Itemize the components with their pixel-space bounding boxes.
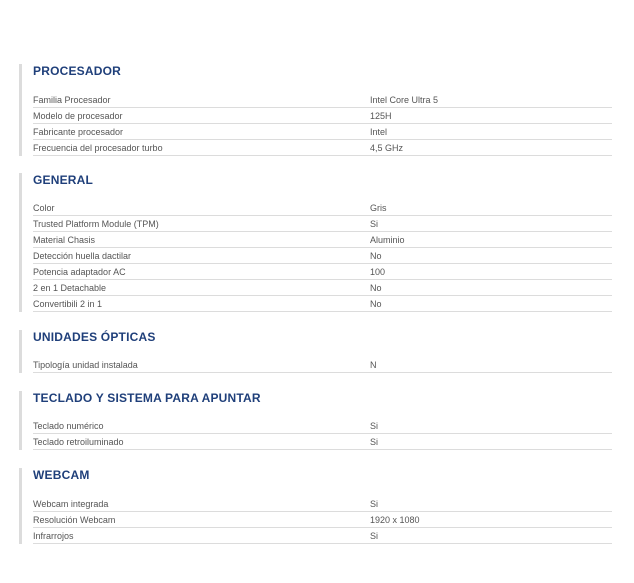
spec-label: Potencia adaptador AC <box>33 267 126 277</box>
spec-label: Modelo de procesador <box>33 111 123 121</box>
spec-row <box>33 357 612 373</box>
spec-row <box>33 512 612 528</box>
spec-value: 100 <box>370 267 386 277</box>
spec-label: Fabricante procesador <box>33 127 124 137</box>
spec-label: Tipología unidad instalada <box>33 360 138 370</box>
spec-label: Infrarrojos <box>33 531 74 541</box>
section-webcam <box>19 468 612 544</box>
spec-row <box>33 264 612 280</box>
spec-value: Gris <box>370 203 387 213</box>
spec-label: Resolución Webcam <box>33 515 116 525</box>
spec-label: Teclado numérico <box>33 421 104 431</box>
spec-value: Si <box>370 421 379 431</box>
spec-value: Si <box>370 499 379 509</box>
section-title: UNIDADES ÓPTICAS <box>33 330 156 344</box>
spec-value: No <box>370 299 382 309</box>
spec-value: No <box>370 251 382 261</box>
spec-row <box>33 92 612 108</box>
spec-value: Si <box>370 531 379 541</box>
spec-label: Webcam integrada <box>33 499 109 509</box>
spec-row <box>33 296 612 312</box>
spec-row <box>33 108 612 124</box>
spec-row <box>33 528 612 544</box>
spec-value: Intel Core Ultra 5 <box>370 95 439 105</box>
spec-label: Convertibili 2 in 1 <box>33 299 103 309</box>
spec-row <box>33 248 612 264</box>
spec-label: Detección huella dactilar <box>33 251 132 261</box>
spec-label: Teclado retroiluminado <box>33 437 124 447</box>
section-title: WEBCAM <box>33 468 90 482</box>
section-title: TECLADO Y SISTEMA PARA APUNTAR <box>33 391 261 405</box>
spec-value: 4,5 GHz <box>370 143 404 153</box>
spec-label: 2 en 1 Detachable <box>33 283 107 293</box>
spec-label: Trusted Platform Module (TPM) <box>33 219 159 229</box>
spec-label: Familia Procesador <box>33 95 111 105</box>
spec-value: No <box>370 283 382 293</box>
spec-value: N <box>370 360 377 370</box>
spec-value: Intel <box>370 127 388 137</box>
spec-value: Si <box>370 219 379 229</box>
spec-value: Si <box>370 437 379 447</box>
spec-value: Aluminio <box>370 235 405 245</box>
section-bar <box>19 173 22 312</box>
section-title: GENERAL <box>33 173 94 187</box>
spec-label: Color <box>33 203 55 213</box>
section-general <box>19 173 612 312</box>
section-bar <box>19 468 22 544</box>
spec-label: Material Chasis <box>33 235 96 245</box>
section-bar <box>19 391 22 450</box>
spec-row <box>33 140 612 156</box>
spec-value: 1920 x 1080 <box>370 515 420 525</box>
spec-row <box>33 418 612 434</box>
spec-label: Frecuencia del procesador turbo <box>33 143 163 153</box>
spec-row <box>33 232 612 248</box>
spec-row <box>33 496 612 512</box>
section-title: PROCESADOR <box>33 64 122 78</box>
spec-row <box>33 280 612 296</box>
section-bar <box>19 64 22 156</box>
spec-row <box>33 200 612 216</box>
spec-row <box>33 216 612 232</box>
section-unidades-opticas <box>19 330 612 373</box>
spec-value: 125H <box>370 111 392 121</box>
spec-row <box>33 124 612 140</box>
spec-row <box>33 434 612 450</box>
section-bar <box>19 330 22 373</box>
section-teclado <box>19 391 612 450</box>
section-procesador <box>19 64 612 156</box>
